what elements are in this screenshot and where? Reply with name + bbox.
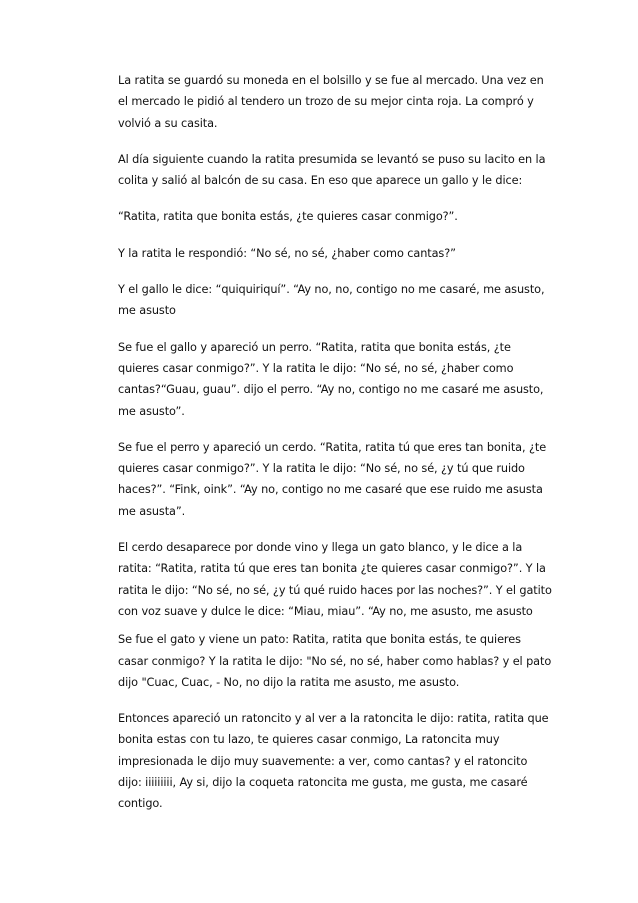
document-body [118, 70, 554, 830]
paragraph: Se fue el perro y apareció un cerdo. “Ratita, ratita tú que eres tan bonita, ¿te quieres casar conmigo?”. Y la ratita le dijo: “No sé, no sé, ¿y tú que ruido haces?”. “Fink, oink”. “Ay no, contigo no me casaré que ese ruido me asusta me asusta”. [118, 440, 547, 518]
paragraph: Y el gallo le dice: “quiquiriquí”. “Ay no, no, contigo no me casaré, me asusto, me asusto [118, 283, 545, 318]
paragraph: Se fue el gato y viene un pato: Ratita, ratita que bonita estás, te quieres casar conmigo? Y la ratita le dijo: "No sé, no sé, haber como hablas? y el pato dijo "Cuac, Cuac, - No, no dijo la ratita me asusto, me asusto. [118, 633, 552, 689]
paragraph: “Ratita, ratita que bonita estás, ¿te quieres casar conmigo?”. [118, 210, 458, 224]
paragraph: La ratita se guardó su moneda en el bolsillo y se fue al mercado. Una vez en el mercado le pidió al tendero un trozo de su mejor cinta roja. La compró y volvió a su casita. [118, 74, 544, 130]
paragraph: Al día siguiente cuando la ratita presumida se levantó se puso su lacito en la colita y salió al balcón de su casa. En eso que aparece un gallo y le dice: [118, 152, 546, 188]
paragraph: Entonces apareció un ratoncito y al ver a la ratoncita le dijo: ratita, ratita que bonita estas con tu lazo, te quieres casar conmigo, La ratoncita muy impresionada le dijo muy suavemente: a ver, como cantas? y el ratoncito dijo: iiiiiiiii, Ay si, dijo la coqueta ratoncita me gusta, me gusta, me casaré contigo. [118, 712, 549, 811]
paragraph: El cerdo desaparece por donde vino y llega un gato blanco, y le dice a la ratita: “Ratita, ratita tú que eres tan bonita ¿te quieres casar conmigo?”. Y la ratita le dijo: “No sé, no sé, ¿y tú qué ruido haces por las noches?”. Y el gatito con voz suave y dulce le dice: “Miau, miau”. “Ay no, me asusto, me asusto [118, 541, 552, 618]
paragraph: Y la ratita le respondió: “No sé, no sé, ¿haber como cantas?” [118, 246, 456, 260]
paragraph: Se fue el gallo y apareció un perro. “Ratita, ratita que bonita estás, ¿te quieres casar conmigo?”. Y la ratita le dijo: “No sé, no sé, ¿haber como cantas?“Guau, guau”. dijo el perro. “Ay no, contigo no me casaré me asusto, me asusto”. [118, 340, 544, 418]
